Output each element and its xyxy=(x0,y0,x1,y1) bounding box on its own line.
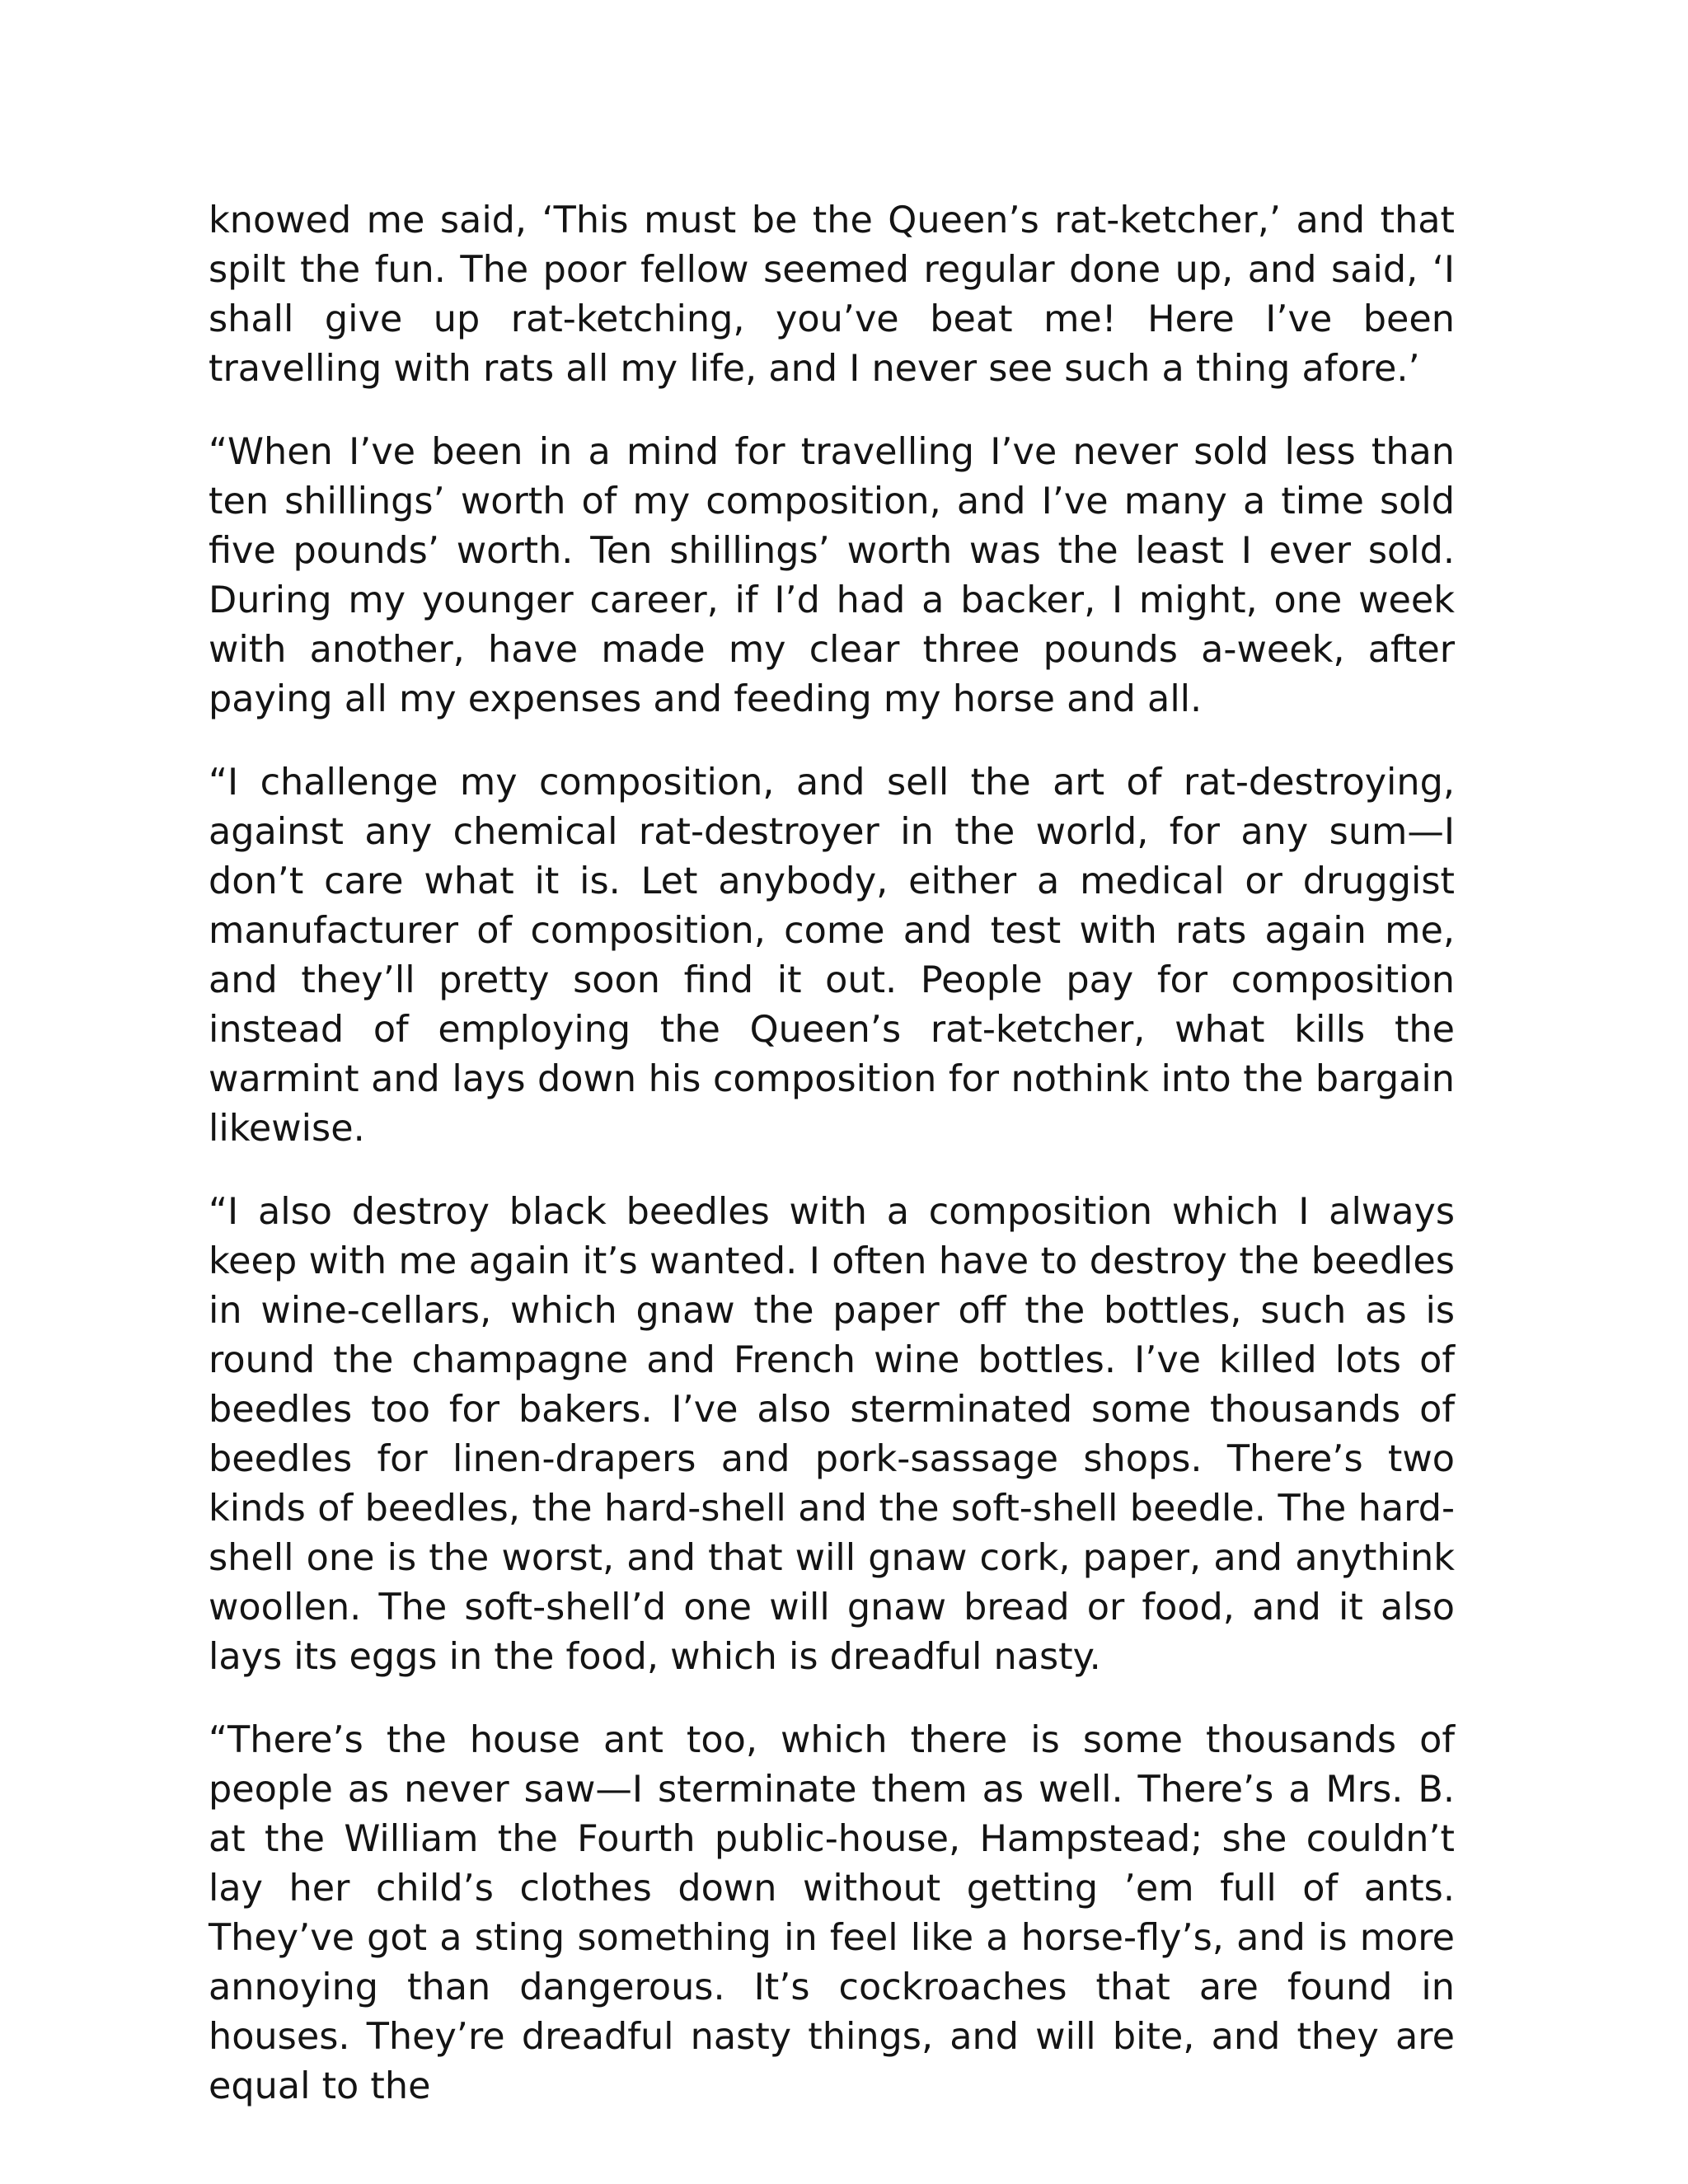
paragraph-4: “I also destroy black beedles with a composition which I always keep with me again it’s wanted. I often have to destroy the beedles in wine-cellars, which gnaw the paper off the bottles, such as is round the champagne and French wine bottles. I’ve killed lots of beedles too for bakers. I’ve also sterminated some thousands of beedles for linen-drapers and pork-sassage shops. There’s two kinds of beedles, the hard-shell and the soft-shell beedle. The hard-shell one is the worst, and that will gnaw cork, paper, and anythink woollen. The soft-shell’d one will gnaw bread or food, and it also lays its eggs in the food, which is dreadful nasty. xyxy=(209,1191,1455,1678)
page-body xyxy=(209,196,1455,2145)
paragraph-3: “I challenge my composition, and sell the art of rat-destroying, against any chemical rat-destroyer in the world, for any sum—I don’t care what it is. Let anybody, either a medical or druggist manufacturer of composition, come and test with rats again me, and they’ll pretty soon find it out. People pay for composition instead of employing the Queen’s rat-ketcher, what kills the warmint and lays down his composition for nothink into the bargain likewise. xyxy=(209,762,1455,1150)
paragraph-2: “When I’ve been in a mind for travelling I’ve never sold less than ten shillings’ worth of my composition, and I’ve many a time sold five pounds’ worth. Ten shillings’ worth was the least I ever sold. During my younger career, if I’d had a backer, I might, one week with another, have made my clear three pounds a-week, after paying all my expenses and feeding my horse and all. xyxy=(209,431,1455,720)
paragraph-1: knowed me said, ‘This must be the Queen’s rat-ketcher,’ and that spilt the fun. The poor fellow seemed regular done up, and said, ‘I shall give up rat-ketching, you’ve beat me! Here I’ve been travelling with rats all my life, and I never see such a thing afore.’ xyxy=(209,199,1455,390)
paragraph-5: “There’s the house ant too, which there is some thousands of people as never saw—I sterminate them as well. There’s a Mrs. B. at the William the Fourth public-house, Hampstead; she couldn’t lay her child’s clothes down without getting ’em full of ants. They’ve got a sting something in feel like a horse-fly’s, and is more annoying than dangerous. It’s cockroaches that are found in houses. They’re dreadful nasty things, and will bite, and they are equal to the xyxy=(209,1719,1455,2107)
